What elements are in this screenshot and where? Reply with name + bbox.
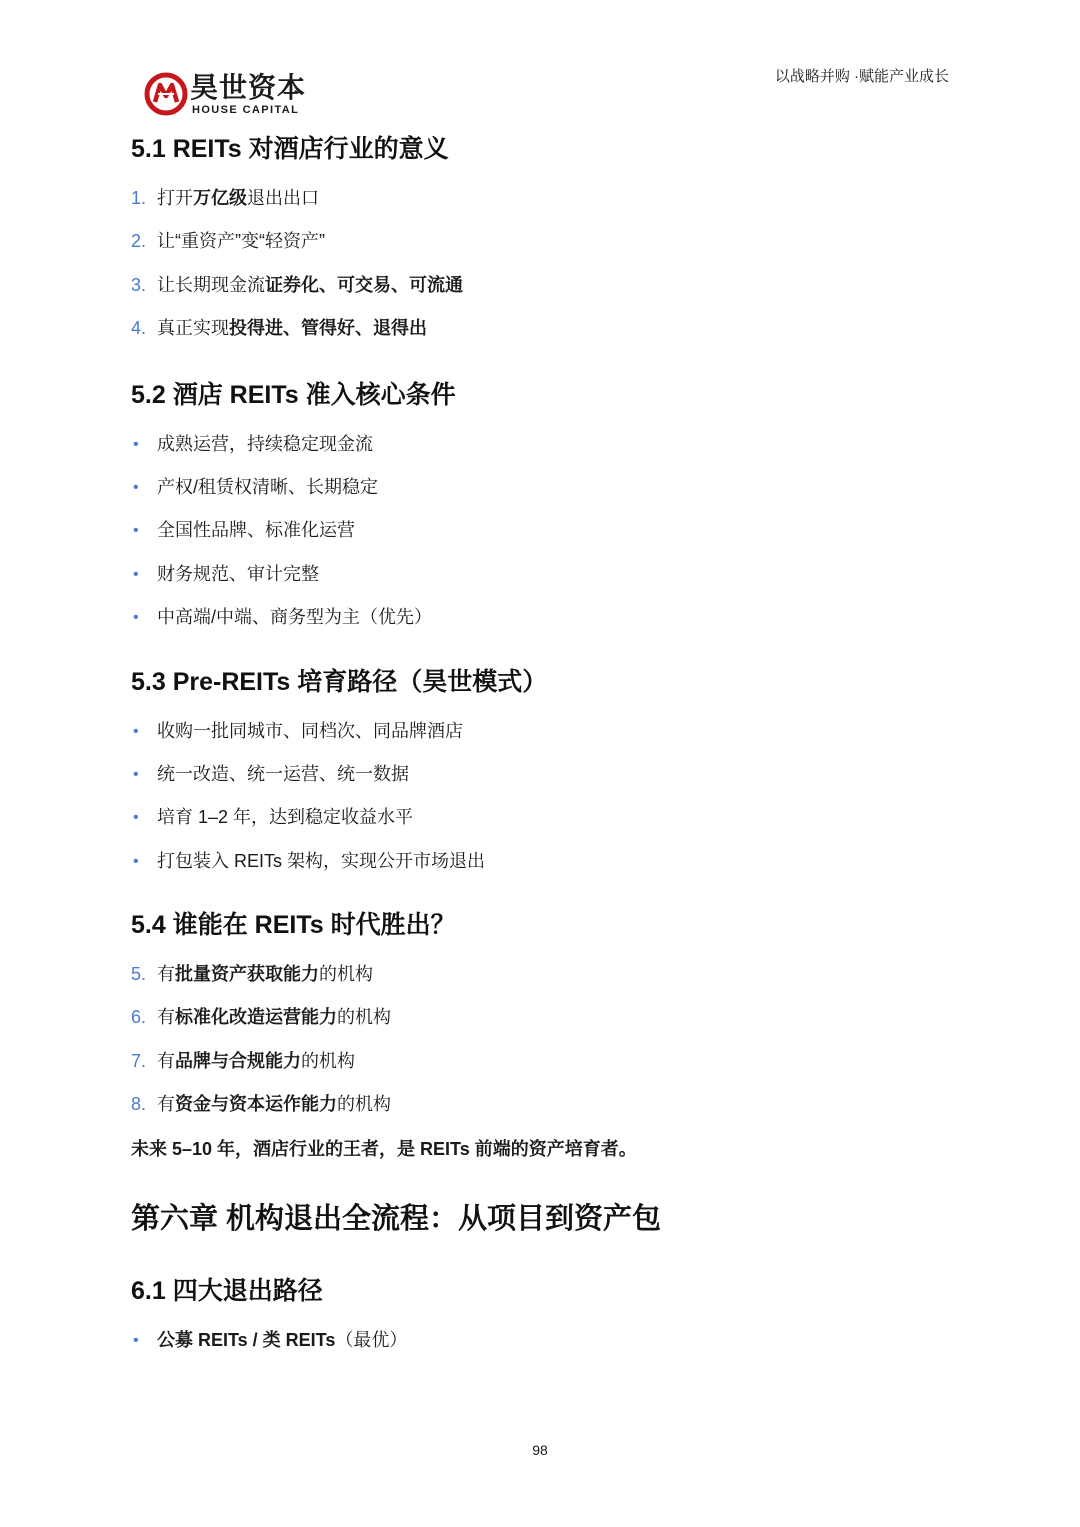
bullet-icon: • <box>133 565 139 583</box>
bullet-list-6-1 <box>131 1319 951 1362</box>
list-number: 6. <box>131 1007 147 1028</box>
item-text: 有 <box>157 1050 175 1071</box>
item-text: 中高端/中端、商务型为主（优先） <box>157 607 432 628</box>
list-number: 3. <box>131 274 147 295</box>
header-slogan: 以战略并购 ·赋能产业成长 <box>774 68 949 85</box>
logo-chinese-name: 昊世资本 <box>190 72 307 103</box>
item-bold-text: 公募 REITs / 类 REITs <box>157 1329 336 1350</box>
list-item <box>131 264 951 307</box>
page-content <box>131 125 951 1362</box>
item-text: 统一改造、统一运营、统一数据 <box>157 763 409 784</box>
item-text: 退出出口 <box>247 188 319 208</box>
company-logo <box>144 72 324 120</box>
item-text: 让长期现金流 <box>157 274 265 295</box>
item-bold-text: 标准化改造运营能力 <box>175 1007 337 1028</box>
item-text: 财务规范、审计完整 <box>157 563 319 584</box>
list-number: 7. <box>131 1050 147 1071</box>
list-item <box>131 553 951 596</box>
list-item <box>131 1040 951 1083</box>
bullet-icon: • <box>133 765 139 783</box>
bullet-list-5-3 <box>131 710 951 884</box>
list-item <box>131 1319 951 1362</box>
list-number: 2. <box>131 231 147 252</box>
chapter-title-6: 第六章 机构退出全流程：从项目到资产包 <box>131 1202 662 1235</box>
list-item <box>131 710 951 753</box>
item-text: 的机构 <box>337 1094 391 1115</box>
list-number: 5. <box>131 964 147 985</box>
numbered-list-5-4 <box>131 953 951 1127</box>
section-conclusion: 未来 5–10 年，酒店行业的王者，是 REITs 前端的资产培育者。 <box>131 1138 637 1159</box>
item-text: 成熟运营，持续稳定现金流 <box>157 433 373 454</box>
numbered-list-5-1 <box>131 177 951 351</box>
bullet-icon: • <box>133 809 139 827</box>
list-item <box>131 953 951 996</box>
list-number: 1. <box>131 188 147 208</box>
page-number: 98 <box>532 1442 548 1458</box>
list-item <box>131 466 951 509</box>
list-item <box>131 509 951 552</box>
section-title-5-1: 5.1 REITs 对酒店行业的意义 <box>131 135 449 163</box>
list-item <box>131 840 951 883</box>
list-item <box>131 307 951 350</box>
item-bold-text: 品牌与合规能力 <box>175 1050 301 1071</box>
bullet-icon: • <box>133 852 139 870</box>
bullet-icon: • <box>133 478 139 496</box>
section-title-5-3: 5.3 Pre-REITs 培育路径（昊世模式） <box>131 667 548 696</box>
section-title-5-4: 5.4 谁能在 REITs 时代胜出？ <box>131 911 456 940</box>
list-item <box>131 753 951 796</box>
bullet-icon: • <box>133 722 139 740</box>
item-text: 打开 <box>157 188 193 208</box>
bullet-icon: • <box>133 522 139 540</box>
list-item <box>131 596 951 639</box>
bullet-icon: • <box>133 435 139 453</box>
bullet-icon: • <box>133 1331 139 1349</box>
bullet-list-5-2 <box>131 423 951 640</box>
item-text: 的机构 <box>301 1050 355 1071</box>
list-item <box>131 1083 951 1126</box>
list-number: 8. <box>131 1094 147 1115</box>
list-item <box>131 796 951 839</box>
list-item <box>131 177 951 220</box>
item-text: 真正实现 <box>157 318 229 339</box>
item-text: 让“重资产”变“轻资产” <box>157 231 325 252</box>
list-item <box>131 996 951 1039</box>
item-bold-text: 投得进、管得好、退得出 <box>229 318 427 339</box>
item-bold-text: 批量资产获取能力 <box>175 964 319 985</box>
item-text: 有 <box>157 1007 175 1028</box>
bullet-icon: • <box>133 609 139 627</box>
item-bold-text: 证券化、可交易、可流通 <box>265 274 463 295</box>
item-text: 产权/租赁权清晰、长期稳定 <box>157 476 378 497</box>
list-number: 4. <box>131 318 147 339</box>
section-title-6-1: 6.1 四大退出路径 <box>131 1276 323 1305</box>
item-text: 有 <box>157 1094 175 1115</box>
house-capital-logo-icon <box>144 72 188 116</box>
item-text: 有 <box>157 964 175 985</box>
list-item <box>131 220 951 263</box>
item-text: 全国性品牌、标准化运营 <box>157 520 355 541</box>
item-bold-text: 资金与资本运作能力 <box>175 1094 337 1115</box>
logo-english-name: HOUSE CAPITAL <box>192 104 300 116</box>
item-text: 收购一批同城市、同档次、同品牌酒店 <box>157 720 463 741</box>
item-text: 打包装入 REITs 架构，实现公开市场退出 <box>157 850 486 871</box>
item-bold-text: 万亿级 <box>193 188 247 208</box>
item-text: 的机构 <box>319 964 373 985</box>
section-title-5-2: 5.2 酒店 REITs 准入核心条件 <box>131 380 456 409</box>
list-item <box>131 423 951 466</box>
item-text: （最优） <box>335 1329 408 1350</box>
page-header <box>0 0 1080 125</box>
item-text: 的机构 <box>337 1007 391 1028</box>
item-text: 培育 1–2 年，达到稳定收益水平 <box>157 807 414 828</box>
